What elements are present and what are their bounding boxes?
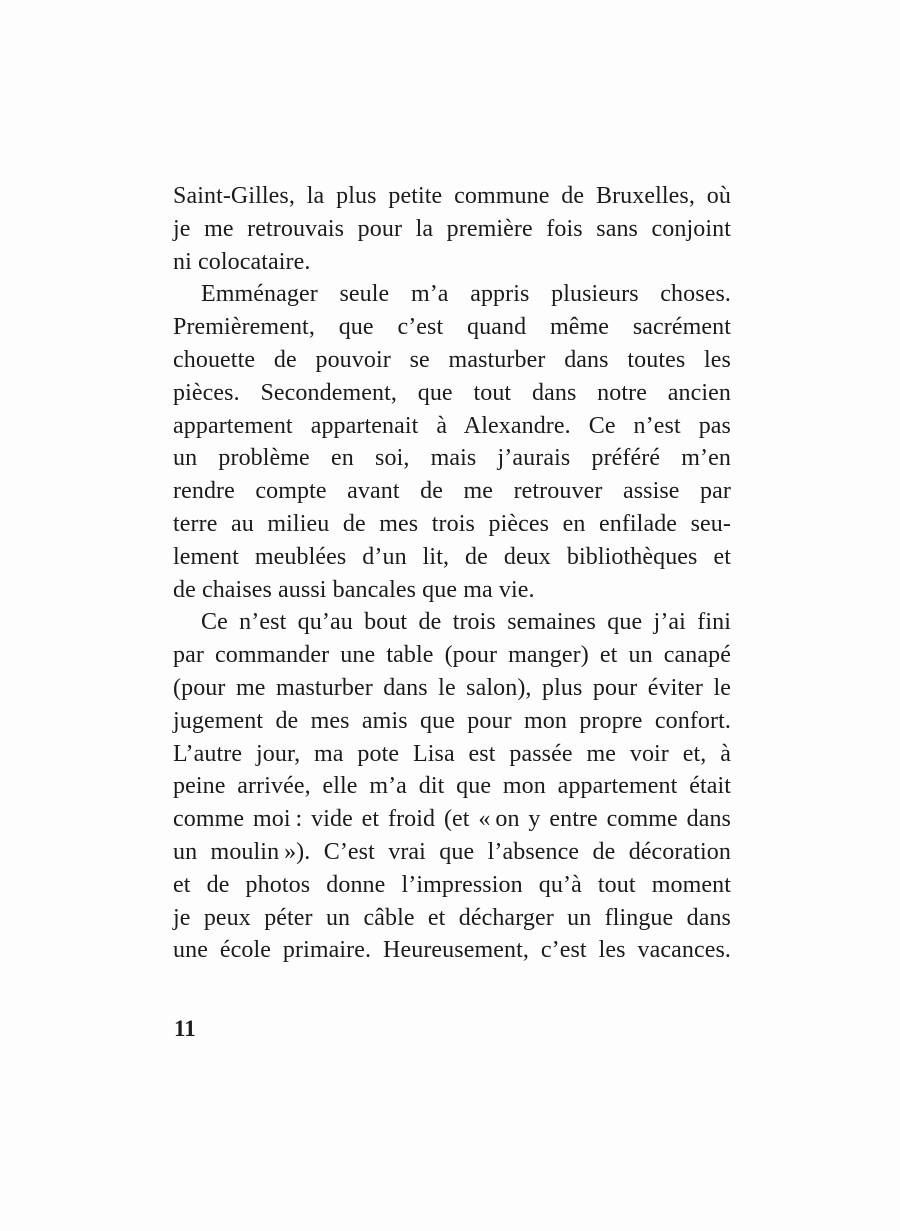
text-line: peine arrivée, elle m’a dit que mon appartement était	[173, 773, 731, 800]
text-line: pièces. Secondement, que tout dans notre ancien	[173, 379, 731, 406]
text-line: un problème en soi, mais j’aurais préféré m’en	[173, 445, 731, 472]
text-line: je peux péter un câble et décharger un flingue dans	[173, 904, 731, 931]
text-line: de chaises aussi bancales que ma vie.	[173, 576, 535, 603]
text-line: L’autre jour, ma pote Lisa est passée me voir et, à	[173, 740, 731, 767]
text-line: par commander une table (pour manger) et un canapé	[173, 642, 731, 669]
text-line: comme moi : vide et froid (et « on y entre comme dans	[173, 806, 731, 833]
text-line: un moulin »). C’est vrai que l’absence de décoration	[173, 838, 731, 865]
text-line: appartement appartenait à Alexandre. Ce n’est pas	[173, 412, 731, 439]
text-block	[173, 180, 731, 967]
text-line: Ce n’est qu’au bout de trois semaines que j’ai fini	[201, 609, 731, 636]
text-line: chouette de pouvoir se masturber dans toutes les	[173, 346, 731, 373]
text-line: une école primaire. Heureusement, c’est les vacances.	[173, 937, 731, 964]
text-line: jugement de mes amis que pour mon propre confort.	[173, 707, 731, 734]
text-line: Emménager seule m’a appris plusieurs choses.	[201, 281, 731, 308]
text-line: je me retrouvais pour la première fois sans conjoint	[173, 215, 731, 242]
text-line: lement meublées d’un lit, de deux bibliothèques et	[173, 543, 731, 570]
text-line: Premièrement, que c’est quand même sacrément	[173, 314, 731, 341]
text-line: Saint-Gilles, la plus petite commune de Bruxelles, où	[173, 183, 731, 209]
text-line: ni colocataire.	[173, 248, 311, 275]
text-line: rendre compte avant de me retrouver assise par	[173, 478, 731, 505]
page-number: 11	[174, 1016, 196, 1041]
text-line: (pour me masturber dans le salon), plus pour éviter le	[173, 674, 731, 701]
text-line: et de photos donne l’impression qu’à tout moment	[173, 871, 731, 898]
text-line: terre au milieu de mes trois pièces en enfilade seu-	[173, 510, 731, 537]
